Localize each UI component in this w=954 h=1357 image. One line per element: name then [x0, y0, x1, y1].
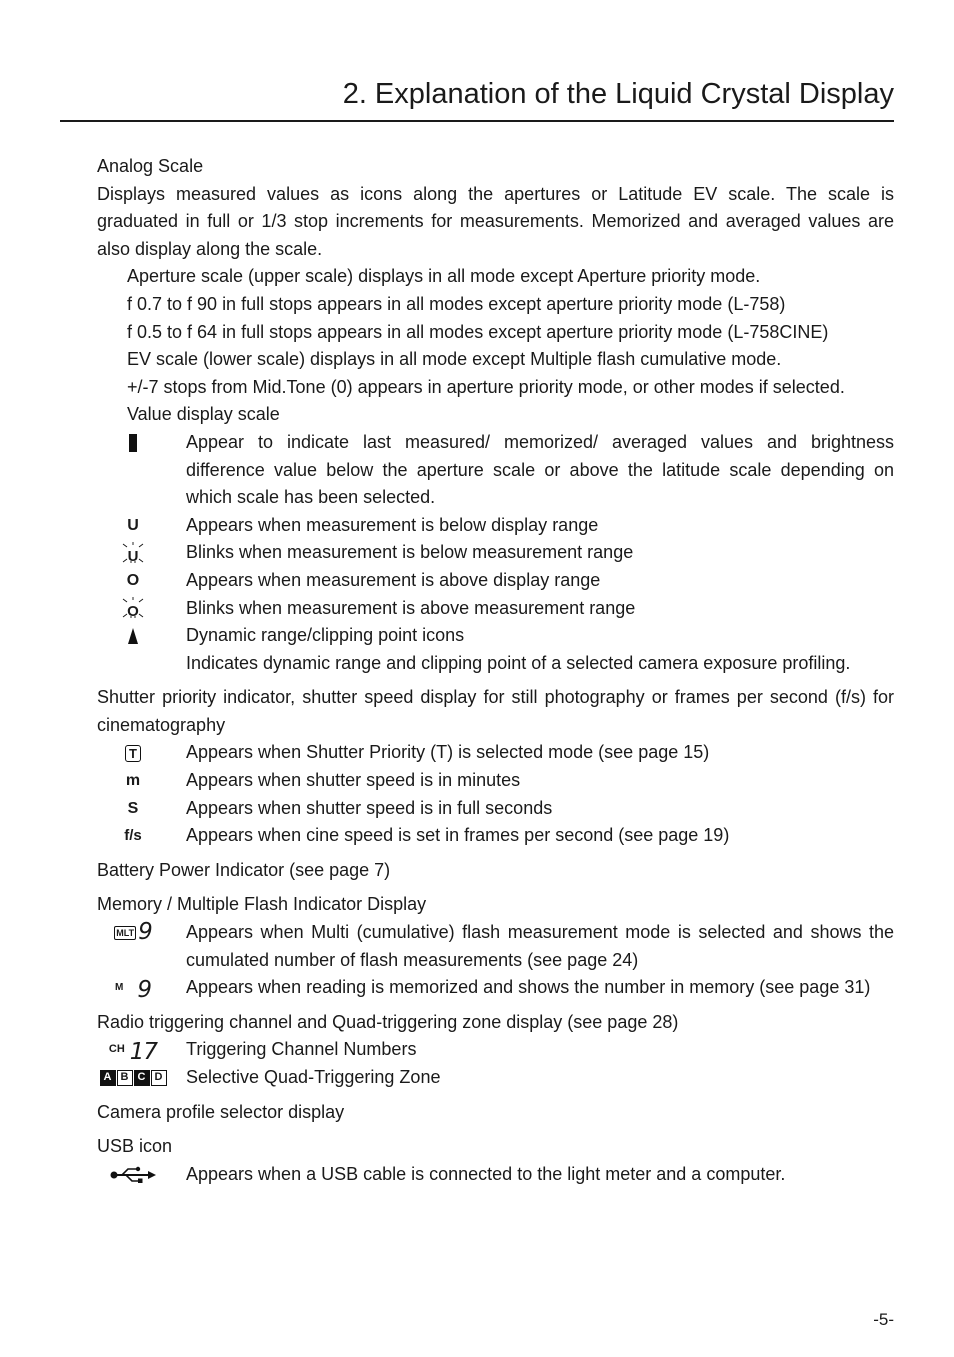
under-range-icon: U	[127, 516, 139, 534]
item-text: Blinks when measurement is below measurement range	[186, 542, 634, 563]
list-item	[97, 767, 894, 795]
radio-heading: Radio triggering channel and Quad-triggering zone display (see page 28)	[97, 1011, 679, 1032]
channel-icon: CH 17	[108, 1039, 158, 1065]
list-item	[97, 429, 894, 512]
page-number: -5-	[873, 1310, 894, 1329]
analog-line: f 0.5 to f 64 in full stops appears in all modes except aperture priority mode (L-758CINE)	[127, 321, 829, 342]
profile-heading: Camera profile selector display	[97, 1101, 345, 1122]
list-item	[97, 795, 894, 823]
list-item	[97, 974, 894, 1002]
item-text: Appears when cine speed is set in frames per second (see page 19)	[186, 825, 730, 846]
list-item	[97, 595, 894, 623]
memory-heading: Memory / Multiple Flash Indicator Display	[97, 894, 427, 915]
usb-icon	[110, 1166, 156, 1184]
item-text: Appears when shutter speed is in minutes	[186, 770, 521, 791]
analog-scale-heading: Analog Scale	[97, 156, 204, 176]
list-item	[97, 739, 894, 767]
item-subtext: Indicates dynamic range and clipping point of a selected camera exposure profiling.	[186, 652, 851, 673]
analog-line: EV scale (lower scale) displays in all mode except Multiple flash cumulative mode.	[127, 349, 782, 370]
clipping-triangle-icon	[128, 628, 138, 644]
list-item	[97, 1036, 894, 1064]
battery-heading: Battery Power Indicator (see page 7)	[97, 859, 391, 880]
item-text: Appears when measurement is below display range	[186, 514, 599, 535]
fps-icon: f/s	[124, 827, 142, 845]
shutter-heading: Shutter priority indicator, shutter speed display for still photography or frames per second (f/s) for cinematography	[97, 687, 894, 735]
analog-line: Value display scale	[127, 404, 280, 425]
list-item	[97, 567, 894, 595]
shutter-priority-t-icon: T	[125, 745, 141, 762]
item-text: Appears when Shutter Priority (T) is selected mode (see page 15)	[186, 742, 710, 763]
page-title: 2. Explanation of the Liquid Crystal Display	[342, 78, 894, 110]
mlt-icon: MLT 9	[116, 919, 152, 946]
item-text: Appears when measurement is above display range	[186, 569, 601, 590]
analog-line: Aperture scale (upper scale) displays in all mode except Aperture priority mode.	[127, 266, 761, 287]
page-content	[97, 153, 894, 1188]
over-range-icon: O	[126, 571, 140, 589]
bar-marker-icon	[129, 434, 137, 452]
usb-heading: USB icon	[97, 1136, 173, 1157]
analog-line: +/-7 stops from Mid.Tone (0) appears in aperture priority mode, or other modes if selected.	[127, 376, 845, 397]
analog-line: f 0.7 to f 90 in full stops appears in all modes except aperture priority mode (L-758)	[127, 293, 786, 314]
over-blink-icon: O	[121, 597, 145, 619]
item-text: Dynamic range/clipping point icons	[186, 625, 465, 646]
under-blink-icon: U	[121, 542, 145, 564]
list-item	[97, 512, 894, 540]
item-text: Selective Quad-Triggering Zone	[186, 1067, 441, 1087]
item-text: Appears when Multi (cumulative) flash measurement mode is selected and shows the cumulated number of flash measurements (see page 24)	[186, 922, 894, 970]
item-text: Blinks when measurement is above measurement range	[186, 597, 636, 618]
list-item	[97, 622, 894, 650]
list-item	[97, 1161, 894, 1189]
list-item	[97, 1064, 894, 1092]
title-rule	[60, 120, 894, 122]
item-text: Appears when reading is memorized and shows the number in memory (see page 31)	[186, 977, 871, 998]
quad-zone-icon: A B C D	[100, 1070, 167, 1086]
list-item	[97, 822, 894, 850]
list-item	[97, 539, 894, 567]
seconds-icon: S	[127, 799, 139, 817]
list-item	[97, 919, 894, 974]
item-text: Appears when shutter speed is in full seconds	[186, 797, 553, 818]
item-text: Triggering Channel Numbers	[186, 1039, 417, 1060]
analog-scale-description: Displays measured values as icons along the apertures or Latitude EV scale. The scale is graduated in full or 1/3 stop increments for measurements. Memorized and averaged values are also display along the scale.	[97, 183, 894, 259]
minutes-icon: m	[125, 772, 141, 790]
item-text: Appears when a USB cable is connected to the light meter and a computer.	[186, 1163, 786, 1184]
memory-icon: M 9	[115, 976, 151, 1003]
item-text: Appear to indicate last measured/ memorized/ averaged values and brightness difference value below the aperture scale or above the latitude scale depending on which scale has been selected.	[186, 431, 894, 508]
